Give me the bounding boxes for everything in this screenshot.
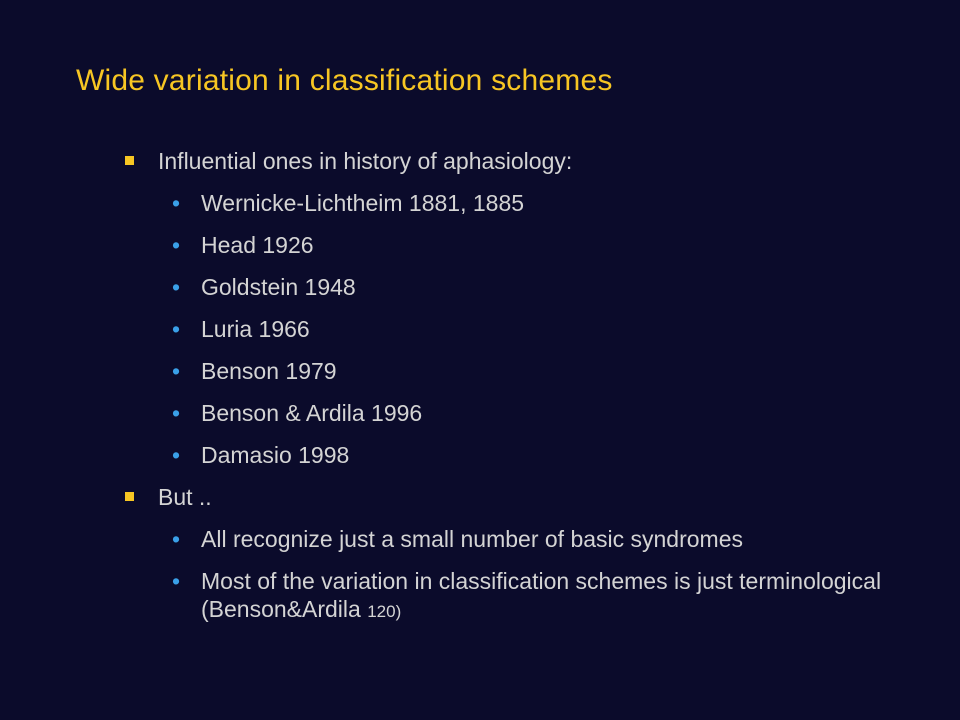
list-item: [122, 231, 912, 259]
list-item-text: Wernicke-Lichtheim 1881, 1885: [201, 190, 525, 216]
square-bullet-icon: [125, 156, 134, 165]
list-item-text: Damasio 1998: [201, 442, 350, 468]
slide-content: [122, 147, 912, 640]
dot-bullet-icon: •: [172, 274, 181, 300]
dot-bullet-icon: •: [172, 442, 181, 468]
bullet-level1-influential: [122, 147, 912, 175]
list-item-main-text: Most of the variation in classification schemes is just terminological (Benson&Ardila: [201, 568, 882, 622]
list-item-text: Head 1926: [201, 232, 314, 258]
list-item: [122, 273, 912, 301]
list-item: [122, 399, 912, 427]
list-item-text: Goldstein 1948: [201, 274, 356, 300]
square-bullet-icon: [125, 492, 134, 501]
list-item-text: Benson & Ardila 1996: [201, 400, 423, 426]
bullet-text: But ..: [158, 484, 212, 510]
page-reference: 120): [367, 602, 402, 621]
dot-bullet-icon: •: [172, 358, 181, 384]
list-item-text: Luria 1966: [201, 316, 310, 342]
bullet-text: Influential ones in history of aphasiology:: [158, 148, 573, 174]
list-item-text: Benson 1979: [201, 358, 337, 384]
list-item: [122, 315, 912, 343]
list-item: [122, 357, 912, 385]
dot-bullet-icon: •: [172, 526, 181, 552]
bullet-level1-but: [122, 483, 912, 511]
slide-title: Wide variation in classification schemes: [76, 64, 613, 97]
list-item: [122, 441, 912, 469]
dot-bullet-icon: •: [172, 568, 181, 594]
list-item-text: All recognize just a small number of basic syndromes: [201, 526, 744, 552]
list-item: [122, 525, 912, 553]
dot-bullet-icon: •: [172, 316, 181, 342]
dot-bullet-icon: •: [172, 190, 181, 216]
dot-bullet-icon: •: [172, 400, 181, 426]
dot-bullet-icon: •: [172, 232, 181, 258]
list-item: [122, 567, 912, 626]
list-item: [122, 189, 912, 217]
list-item-text: [201, 567, 912, 626]
